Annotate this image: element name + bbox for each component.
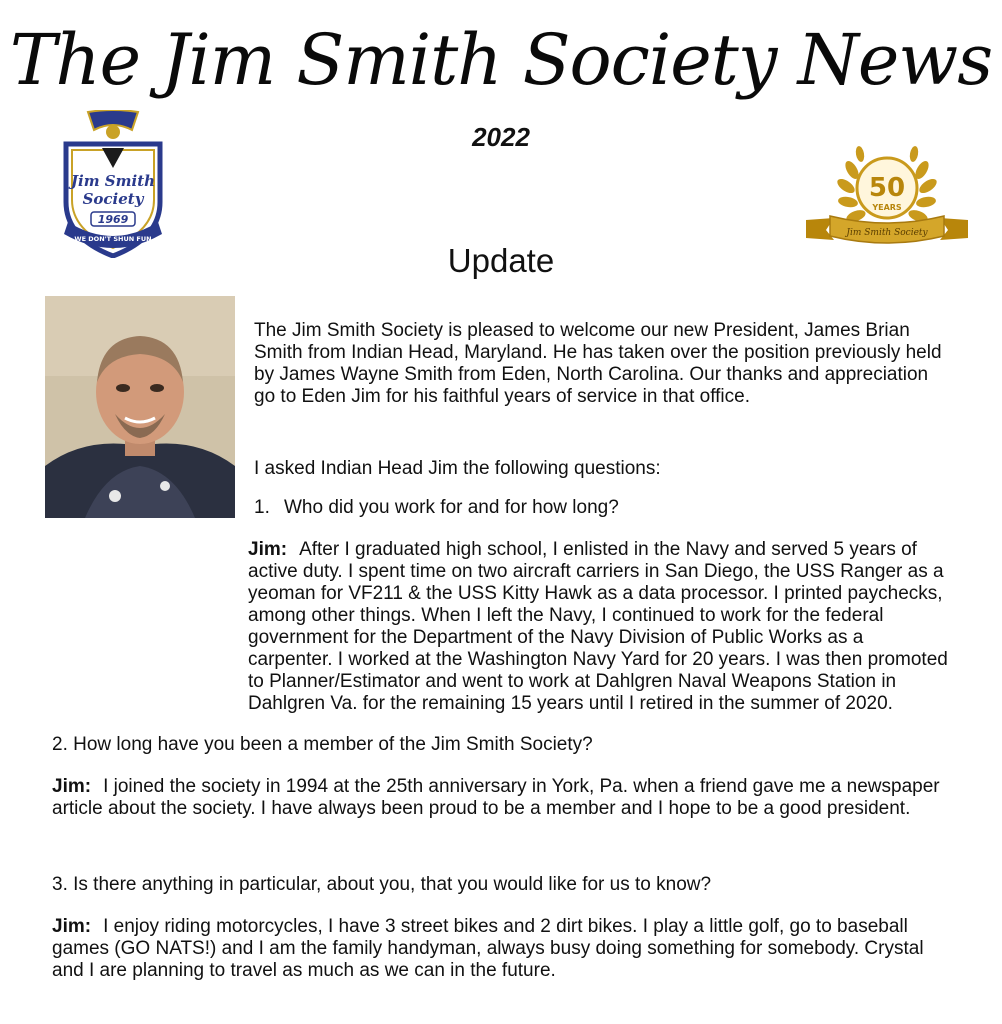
answer-1-label: Jim: (248, 539, 288, 560)
svg-text:Jim Smith: Jim Smith (70, 172, 156, 190)
newsletter-year: 2022 (472, 122, 530, 152)
award-number: 50 (868, 173, 906, 203)
answer-3-label: Jim: (52, 916, 92, 937)
portrait-photo-icon (45, 296, 235, 518)
answer-1 (52, 539, 952, 715)
crest-motto: WE DON'T SHUN FUN (74, 235, 152, 243)
questions-intro: I asked Indian Head Jim the following questions: (254, 458, 661, 479)
answer-2-label: Jim: (52, 776, 92, 797)
svg-text:Society: Society (82, 190, 144, 208)
award-word: YEARS (872, 203, 902, 212)
answer-2 (52, 776, 952, 820)
award-ribbon-text: Jim Smith Society (846, 228, 928, 238)
question-1 (254, 497, 954, 519)
answer-3-text: I enjoy riding motorcycles, I have 3 street bikes and 2 dirt bikes. I play a little golf, go to baseball games (GO NATS!) and I am the family handyman, always busy doing something for somebody. Crystal and I are planning to travel as much as we can in the future. (52, 916, 924, 981)
50-years-laurel-emblem-icon (804, 134, 970, 246)
question-1-text: Who did you work for and for how long? (284, 497, 619, 518)
answer-3 (52, 916, 952, 982)
answer-1-text: After I graduated high school, I enlisted in the Navy and served 5 years of active duty. I spent time on two aircraft carriers in San Diego, the USS Ranger as a yeoman for VF211 & the USS Kitty Hawk as a data processor. I printed paychecks, among other things. When I left the Navy, I continued to work for the federal government for the Department of the Navy Division of Public Works as a carpenter. I worked at the Washington Navy Yard for 20 years. I was then promoted to Planner/Estimator and went to work at Dahlgren Naval Weapons Station in Dahlgren Va. for the remaining 15 years until I retired in the summer of 2020. (248, 539, 948, 714)
crest-year: 1969 (97, 213, 129, 226)
question-2: 2. How long have you been a member of the Jim Smith Society? (52, 734, 593, 755)
newsletter-title: The Jim Smith Society News (9, 19, 993, 101)
section-title: Update (447, 242, 555, 279)
question-3: 3. Is there anything in particular, about you, that you would like for us to know? (52, 874, 712, 895)
intro-paragraph: The Jim Smith Society is pleased to welcome our new President, James Brian Smith from Indian Head, Maryland. He has taken over the position previously held by James Wayne Smith from Eden, North Carolina. Our thanks and appreciation go to Eden Jim for his faithful years of service in that office. (254, 320, 942, 407)
question-1-number: 1. (254, 497, 270, 518)
jim-smith-society-crest-icon (58, 110, 168, 258)
answer-2-text: I joined the society in 1994 at the 25th anniversary in York, Pa. when a friend gave me a newspaper article about the society. I have always been proud to be a member and I hope to be a good president. (52, 776, 940, 819)
